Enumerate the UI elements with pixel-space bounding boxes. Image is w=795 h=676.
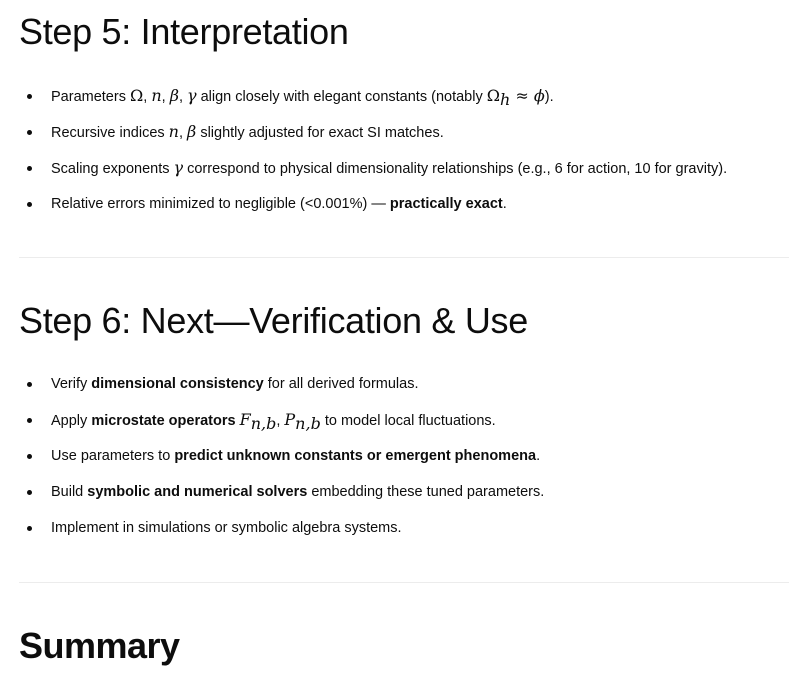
list-item: Use parameters to predict unknown constants or emergent phenomena.	[19, 438, 544, 474]
step5-list	[19, 78, 727, 222]
math-n: n	[151, 86, 162, 105]
math-F: F	[239, 410, 251, 429]
list-item: Verify dimensional consistency for all derived formulas.	[19, 366, 544, 402]
section-divider	[19, 582, 789, 583]
step6-heading: Step 6: Next—Verification & Use	[19, 300, 528, 341]
step6-list	[19, 366, 544, 546]
list-item: Apply microstate operators $F_{n,b}$, $P_{n,b}$ to model local fluctuations.	[19, 402, 544, 438]
step5-heading: Step 5: Interpretation	[19, 11, 349, 52]
math-gamma: γ	[187, 86, 197, 105]
summary-heading: Summary	[19, 625, 180, 666]
list-item: Parameters Ω, n, β, γ align closely with elegant constants (notably $\Omega_h \approx \phi$).	[19, 78, 727, 114]
math-omega-h: Ω	[486, 86, 500, 105]
list-item: Recursive indices n, β slightly adjusted for exact SI matches.	[19, 114, 727, 150]
math-phi: ϕ	[533, 86, 545, 105]
section-divider	[19, 257, 789, 258]
math-beta: β	[169, 86, 179, 105]
math-omega: Ω	[129, 86, 144, 105]
list-item: Relative errors minimized to negligible (<0.001%) — practically exact.	[19, 186, 727, 222]
math-P: P	[284, 410, 296, 429]
list-item: Implement in simulations or symbolic algebra systems.	[19, 510, 544, 546]
list-item: Scaling exponents γ correspond to physical dimensionality relationships (e.g., 6 for action, 10 for gravity).	[19, 150, 727, 186]
list-item: Build symbolic and numerical solvers embedding these tuned parameters.	[19, 474, 544, 510]
